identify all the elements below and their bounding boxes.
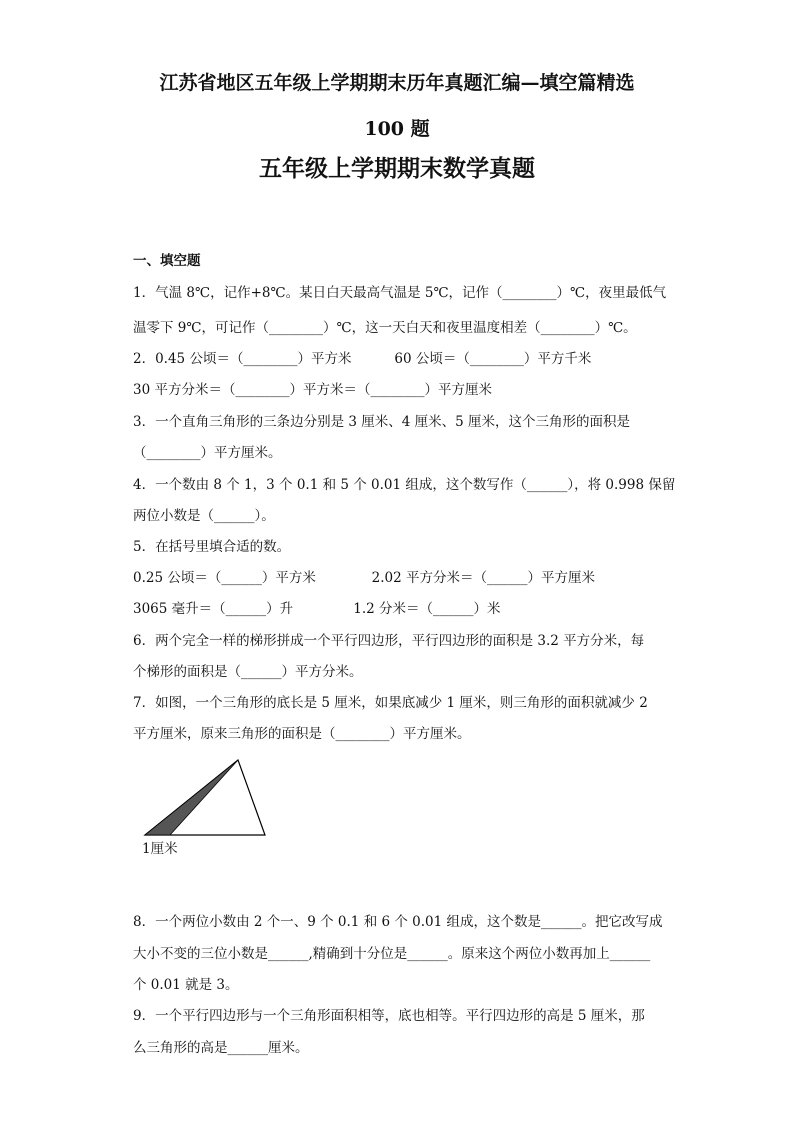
question-1-line-1: 1．气温 8℃，记作+8℃。某日白天最高气温是 5℃，记作（________）℃，夜里最低气 xyxy=(133,285,667,301)
removed-triangle-shaded xyxy=(145,760,238,835)
question-8-line-1: 8．一个两位小数由 2 个一、9 个 0.1 和 6 个 0.01 组成，这个数是______。把它改写成 xyxy=(133,914,663,930)
question-5-line-2: 0.25 公顷＝（______）平方米 2.02 平方分米＝（______）平方厘米 xyxy=(133,570,595,586)
triangle-figure xyxy=(140,755,270,839)
question-5-line-3: 3065 毫升＝（______）升 1.2 分米＝（______）米 xyxy=(133,601,501,617)
question-4-line-2: 两位小数是（______）。 xyxy=(133,508,275,524)
question-1-line-2: 温零下 9℃，可记作（________）℃，这一天白天和夜里温度相差（________）℃。 xyxy=(133,320,637,336)
question-7-line-1: 7．如图，一个三角形的底长是 5 厘米，如果底减少 1 厘米，则三角形的面积就减少 2 xyxy=(133,695,648,711)
question-9-line-1: 9．一个平行四边形与一个三角形面积相等，底也相等。平行四边形的高是 5 厘米，那 xyxy=(133,1008,645,1024)
document-title: 江苏省地区五年级上学期期末历年真题汇编—填空篇精选 xyxy=(159,72,635,94)
question-7-line-2: 平方厘米，原来三角形的面积是（________）平方厘米。 xyxy=(133,726,471,742)
question-6-line-2: 个梯形的面积是（______）平方分米。 xyxy=(133,664,363,680)
question-8-line-2: 大小不变的三位小数是______,精确到十分位是______。原来这个两位小数再加上______ xyxy=(133,946,651,962)
question-3-line-1: 3．一个直角三角形的三条边分别是 3 厘米、4 厘米、5 厘米，这个三角形的面积是 xyxy=(133,414,631,430)
question-9-line-2: 么三角形的高是______厘米。 xyxy=(133,1040,309,1056)
document-subtitle: 五年级上学期期末数学真题 xyxy=(259,155,535,182)
question-4-line-1: 4．一个数由 8 个 1，3 个 0.1 和 5 个 0.01 组成，这个数写作（______），将 0.998 保留 xyxy=(133,477,676,493)
question-3-line-2: （________）平方厘米。 xyxy=(133,445,282,461)
section-heading: 一、填空题 xyxy=(133,253,201,269)
question-5-line-1: 5．在括号里填合适的数。 xyxy=(133,539,291,555)
question-2-line-2: 30 平方分米＝（________）平方米＝（________）平方厘米 xyxy=(133,382,492,398)
question-2-line-1: 2．0.45 公顷＝（________）平方米 60 公顷＝（________）平方千米 xyxy=(133,351,592,367)
figure-label: 1厘米 xyxy=(142,841,178,857)
question-6-line-1: 6．两个完全一样的梯形拼成一个平行四边形，平行四边形的面积是 3.2 平方分米，每 xyxy=(133,633,645,649)
question-8-line-3: 个 0.01 就是 3。 xyxy=(133,977,239,993)
document-title-continued: 100 题 xyxy=(364,118,430,140)
